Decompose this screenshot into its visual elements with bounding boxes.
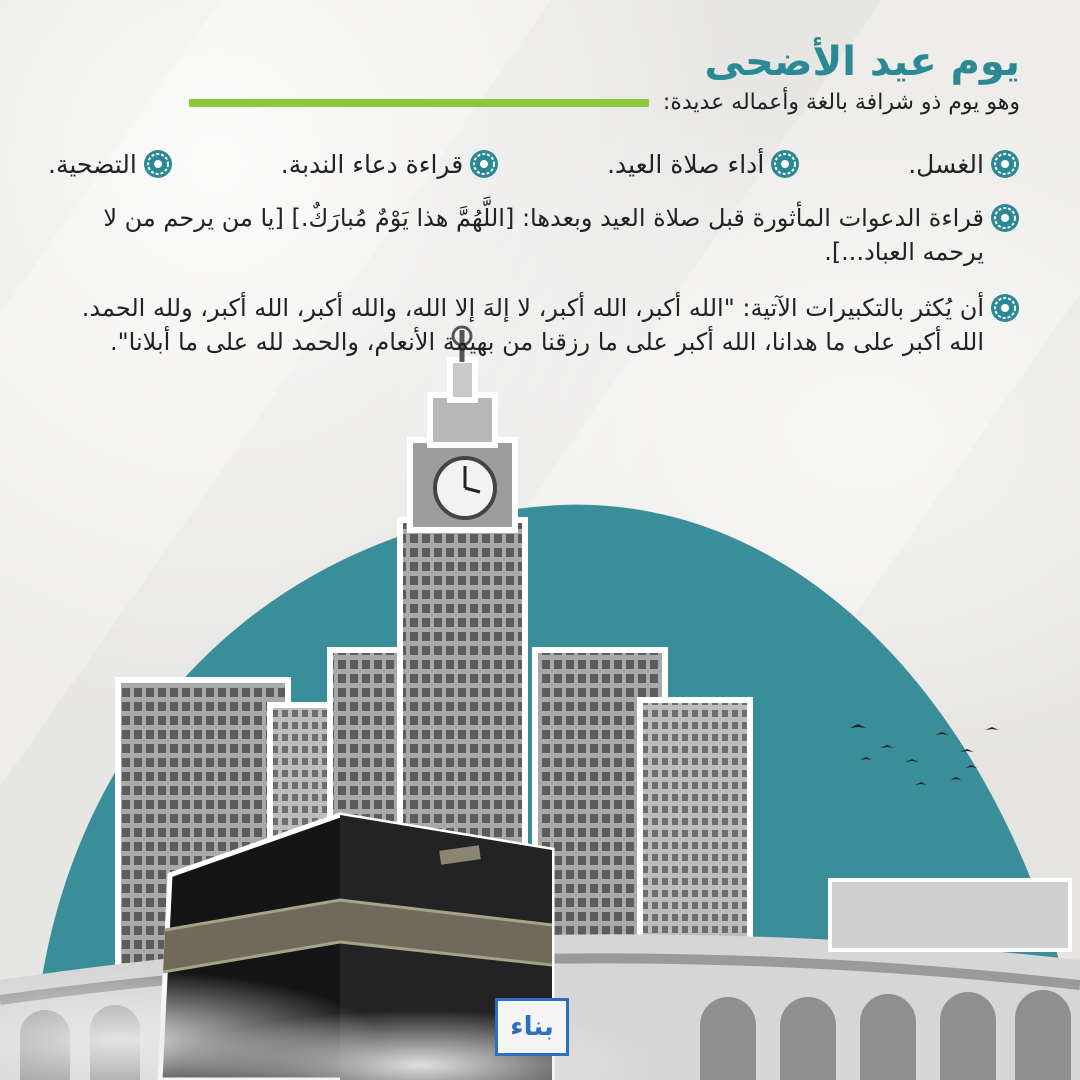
list-item bbox=[281, 149, 499, 179]
flower-bullet-icon bbox=[990, 293, 1020, 323]
subtitle-row bbox=[40, 90, 1020, 115]
text-block bbox=[40, 40, 1020, 359]
flower-bullet-icon bbox=[990, 203, 1020, 233]
subtitle: وهو يوم ذو شرافة بالغة وأعماله عديدة: bbox=[662, 90, 1020, 115]
flower-bullet-icon bbox=[770, 149, 800, 179]
paragraph-duas bbox=[40, 201, 1020, 269]
paragraph-text: قراءة الدعوات المأثورة قبل صلاة العيد وبعدها: [اللَّهُمَّ هذا يَوْمٌ مُبارَكٌ.] [يا من يرحم من لا يرحمه العباد...]. bbox=[103, 204, 984, 266]
paragraph-text: أن يُكثر بالتكبيرات الآتية: "الله أكبر، الله أكبر، لا إلهَ إلا الله، والله أكبر، الله أكبر، ولله الحمد. الله أكبر على ما هدانا، الله أكبر على ما رزقنا من بهيمة الأنعام، والحمد لله على ما أبلانا". bbox=[81, 294, 984, 356]
ritual-label: أداء صلاة العيد. bbox=[607, 149, 765, 179]
rituals-list bbox=[40, 149, 1020, 179]
ritual-label: التضحية. bbox=[48, 149, 137, 179]
clock-face-icon bbox=[435, 458, 495, 518]
list-item bbox=[607, 149, 800, 179]
paragraph-takbirat bbox=[40, 291, 1020, 359]
brand-logo: بناء bbox=[495, 998, 569, 1056]
page-title: يوم عيد الأضحى bbox=[704, 39, 1020, 85]
accent-bar bbox=[189, 99, 649, 107]
ritual-label: الغسل. bbox=[908, 149, 984, 179]
list-item bbox=[48, 149, 173, 179]
flower-bullet-icon bbox=[990, 149, 1020, 179]
right-towers bbox=[535, 650, 750, 970]
ritual-label: قراءة دعاء الندبة. bbox=[280, 149, 464, 179]
flower-bullet-icon bbox=[143, 149, 173, 179]
list-item bbox=[908, 149, 1020, 179]
flower-bullet-icon bbox=[469, 149, 499, 179]
